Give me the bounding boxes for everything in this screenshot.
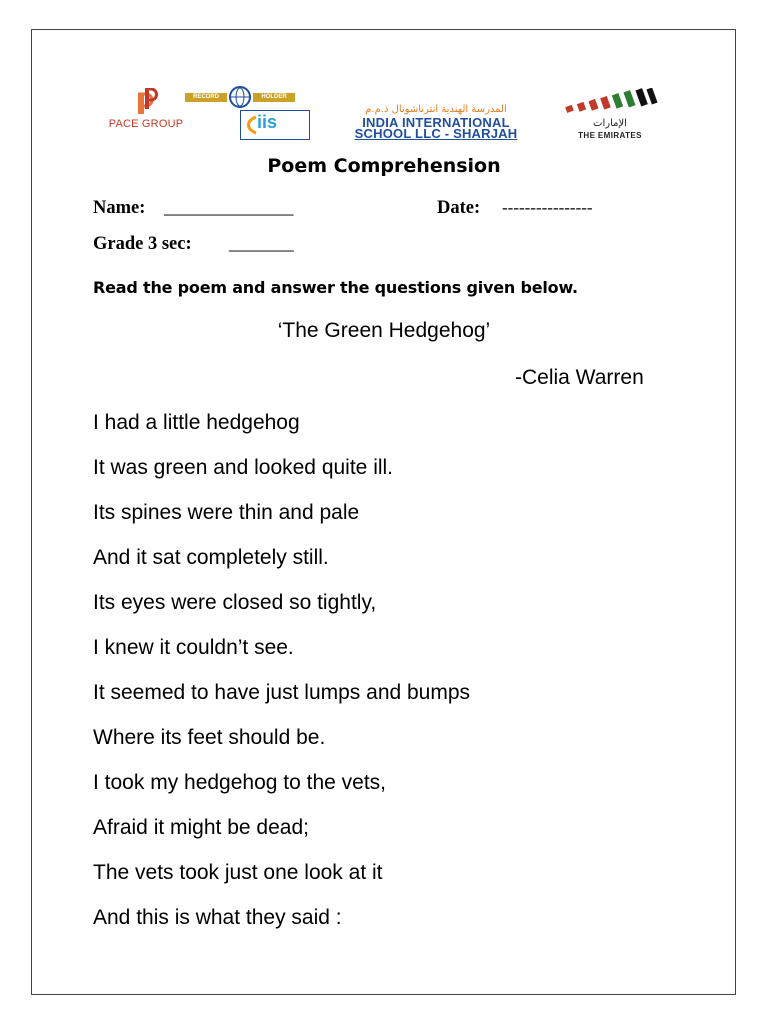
school-name-english	[317, 117, 555, 139]
poem-line: I took my hedgehog to the vets,	[93, 771, 387, 794]
globe-icon	[227, 86, 253, 108]
emirates-english: THE EMIRATES	[578, 131, 642, 140]
iis-mark: iis	[257, 112, 278, 132]
pace-group-name: PACE GROUP	[108, 118, 184, 130]
poem-line: The vets took just one look at it	[93, 861, 383, 884]
poem-line: I knew it couldn’t see.	[93, 636, 294, 659]
poem-line: And this is what they said :	[93, 906, 342, 929]
record-ribbon-left: RECORD	[185, 93, 227, 102]
poem-title: ‘The Green Hedgehog’	[277, 319, 491, 342]
poem-line: It seemed to have just lumps and bumps	[93, 681, 471, 704]
grade-field[interactable]: _______	[229, 234, 294, 254]
the-emirates-logo	[560, 88, 660, 144]
record-holder-logo	[185, 86, 295, 108]
poem-line: Where its feet should be.	[93, 726, 326, 749]
poem-line: Its eyes were closed so tightly,	[93, 591, 377, 614]
poem-line: Afraid it might be dead;	[93, 816, 309, 839]
name-label: Name:	[93, 198, 146, 218]
date-label: Date:	[437, 198, 481, 218]
name-field[interactable]: ______________	[164, 198, 294, 218]
pace-group-logo	[104, 88, 188, 136]
school-name-arabic: المدرسة الهندية انترناشونال ذ.م.م	[365, 104, 507, 115]
swoosh-icon	[244, 115, 258, 135]
poem-line: It was green and looked quite ill.	[93, 456, 394, 479]
worksheet-title: Poem Comprehension	[267, 155, 501, 177]
emirates-stripes-icon	[560, 88, 660, 118]
poem-line: I had a little hedgehog	[93, 411, 300, 434]
grade-label: Grade 3 sec:	[93, 234, 192, 254]
poem-author: -Celia Warren	[515, 366, 644, 389]
school-name-line-2: SCHOOL LLC - SHARJAH	[354, 126, 518, 141]
iis-logo	[240, 110, 310, 140]
date-field[interactable]: ----------------	[502, 198, 593, 217]
pace-mark-icon	[136, 88, 158, 116]
poem-line: And it sat completely still.	[93, 546, 329, 569]
record-ribbon-right: HOLDER	[253, 93, 295, 102]
instructions: Read the poem and answer the questions given below.	[93, 278, 578, 297]
emirates-arabic: الإمارات	[593, 118, 627, 129]
school-name-line-1: INDIA INTERNATIONAL	[362, 115, 510, 130]
poem-line: Its spines were thin and pale	[93, 501, 360, 524]
